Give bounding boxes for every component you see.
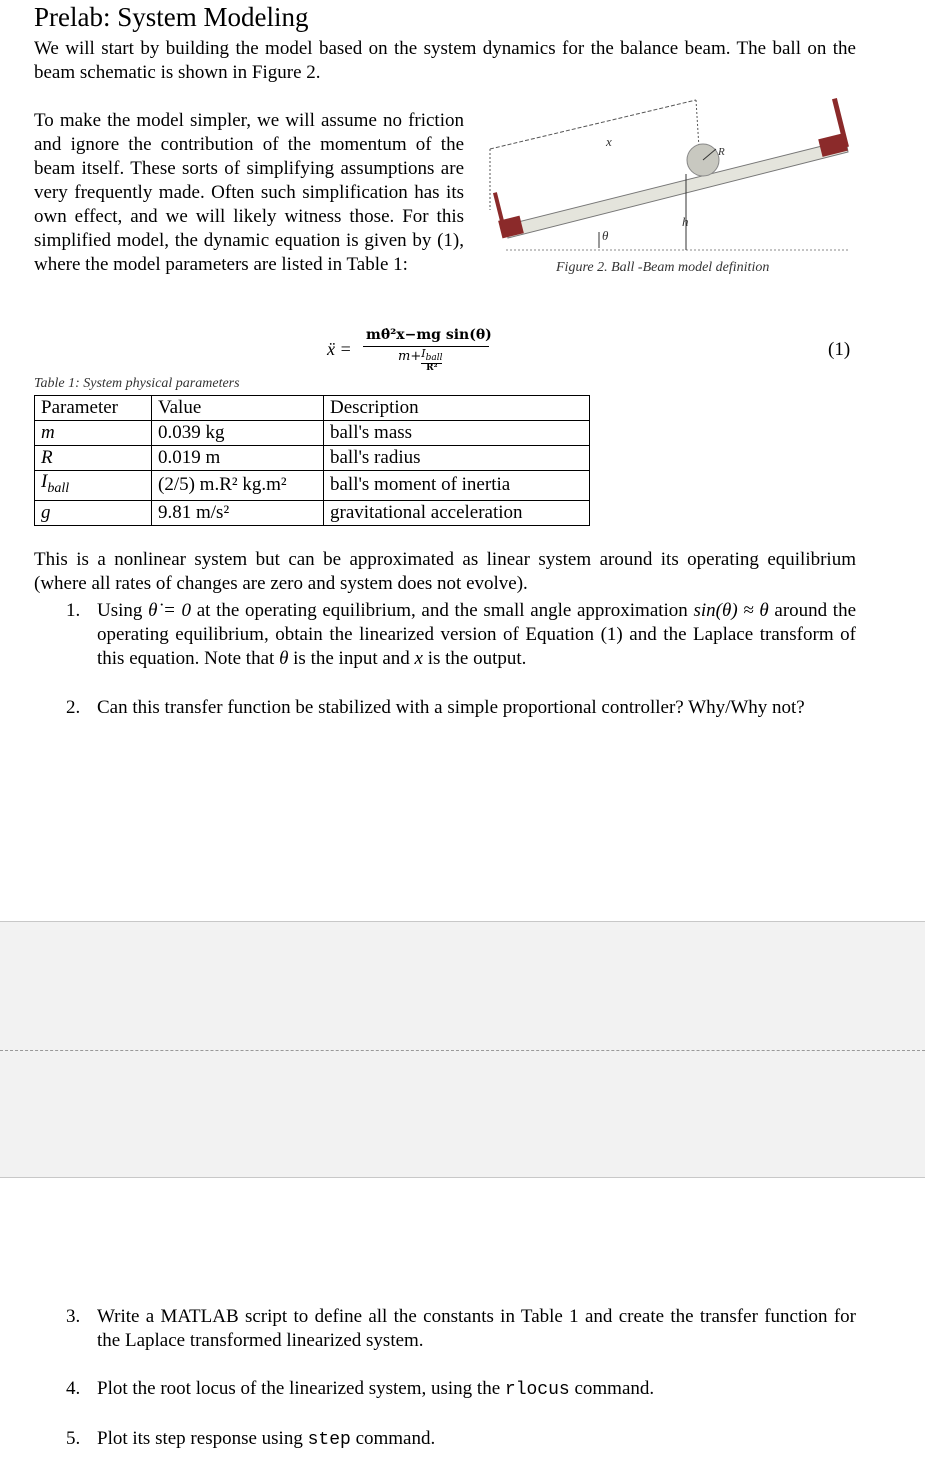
left-endstop [493,192,524,238]
table-header: Description [324,396,590,421]
denominator-i: I [421,347,426,360]
item-math: sin(θ) ≈ θ [693,600,769,621]
param-cell: g [35,500,152,525]
param-symbol: I [41,471,48,492]
item-text-part: is the output. [422,648,527,669]
figure-caption: Figure 2. Ball -Beam model definition [556,260,770,275]
description-cell: ball's mass [324,421,590,446]
item-text: Write a MATLAB script to define all the constants in Table 1 and create the transfer function for the Laplace transformed linearized system. [97,1306,856,1351]
fraction-bar [363,346,489,347]
param-subscript: ball [47,480,70,496]
item-text-part: Plot the root locus of the linearized system, using the [97,1378,505,1399]
item-text-part: Using [97,600,149,621]
code-step: step [307,1430,351,1450]
item-text-part: Plot its step response using [97,1428,308,1449]
ball-beam-figure [486,92,856,260]
table-row [35,446,590,471]
description-cell: ball's radius [324,446,590,471]
equation-number: (1) [828,339,851,360]
table-header: Value [152,396,324,421]
nonlinear-paragraph: This is a nonlinear system but can be approximated as linear system around its operating equilibrium (where all rates of changes are zero and system does not evolve). [34,549,856,594]
table-header-row [35,396,590,421]
r-label: R [718,146,725,158]
parameters-table [34,395,590,526]
item-text-part: at the operating equilibrium, and the small angle approximation [191,600,694,621]
x-dimension-line [490,100,696,149]
table-row [35,471,590,501]
table-header: Parameter [35,396,152,421]
item-text-part: is the input and [288,648,415,669]
item-text: Can this transfer function be stabilized with a simple proportional controller? Why/Why not? [97,697,805,718]
param-cell [35,471,152,501]
value-cell: 0.039 kg [152,421,324,446]
item-text-part: command. [569,1378,655,1399]
answer-divider [0,1050,925,1051]
denominator-m: m+ [398,349,422,364]
item-number: 3. [66,1306,81,1327]
item-text [97,599,856,671]
table-row [35,421,590,446]
item-number: 1. [66,600,81,621]
value-cell: 9.81 m/s² [152,500,324,525]
item-number: 4. [66,1378,81,1399]
item-text-part: around the operating equilibrium, obtain the linearized version of Equation (1) and the Laplace transform of this equation. Note that [97,600,857,669]
right-endstop [818,98,849,157]
code-rlocus: rlocus [504,1380,570,1400]
intro-paragraph: We will start by building the model based on the system dynamics for the balance beam. The ball on the beam schematic is shown in Figure 2. [34,38,856,83]
item-text [97,1427,435,1452]
h-label: h [682,214,689,229]
param-cell: m [35,421,152,446]
item-number: 5. [66,1428,81,1449]
beam [506,140,848,238]
table-caption: Table 1: System physical parameters [34,376,240,391]
equation-lhs: ẍ = [327,339,352,359]
table-row [35,500,590,525]
equation-numerator: mθ̇²x−mg sin(θ) [366,327,492,343]
page-title: Prelab: System Modeling [34,2,309,32]
denominator-i-sub: ball [425,353,443,364]
x-label: x [606,134,612,149]
param-cell: R [35,446,152,471]
item-number: 2. [66,697,81,718]
theta-label: θ [602,228,609,243]
item-math: θ [279,648,289,669]
description-cell: ball's moment of inertia [324,471,590,501]
equation-denominator [398,349,442,373]
item-math: x [414,648,423,669]
value-cell: 0.019 m [152,446,324,471]
description-cell: gravitational acceleration [324,500,590,525]
item-math: θ̇ = 0 [148,600,192,621]
value-cell: (2/5) m.R² kg.m² [152,471,324,501]
denominator-r: R² [426,363,438,374]
item-text [97,1377,654,1402]
item-text-part: command. [350,1428,436,1449]
simplification-paragraph: To make the model simpler, we will assume no friction and ignore the contribution of the momentum of the beam itself. These sorts of simplifying assumptions are very frequently made. Often such simplification has its own effect, and we will likely witness those. For this simplified model, the dynamic equation is given by (1), where the model parameters are listed in Table 1: [34,110,464,275]
